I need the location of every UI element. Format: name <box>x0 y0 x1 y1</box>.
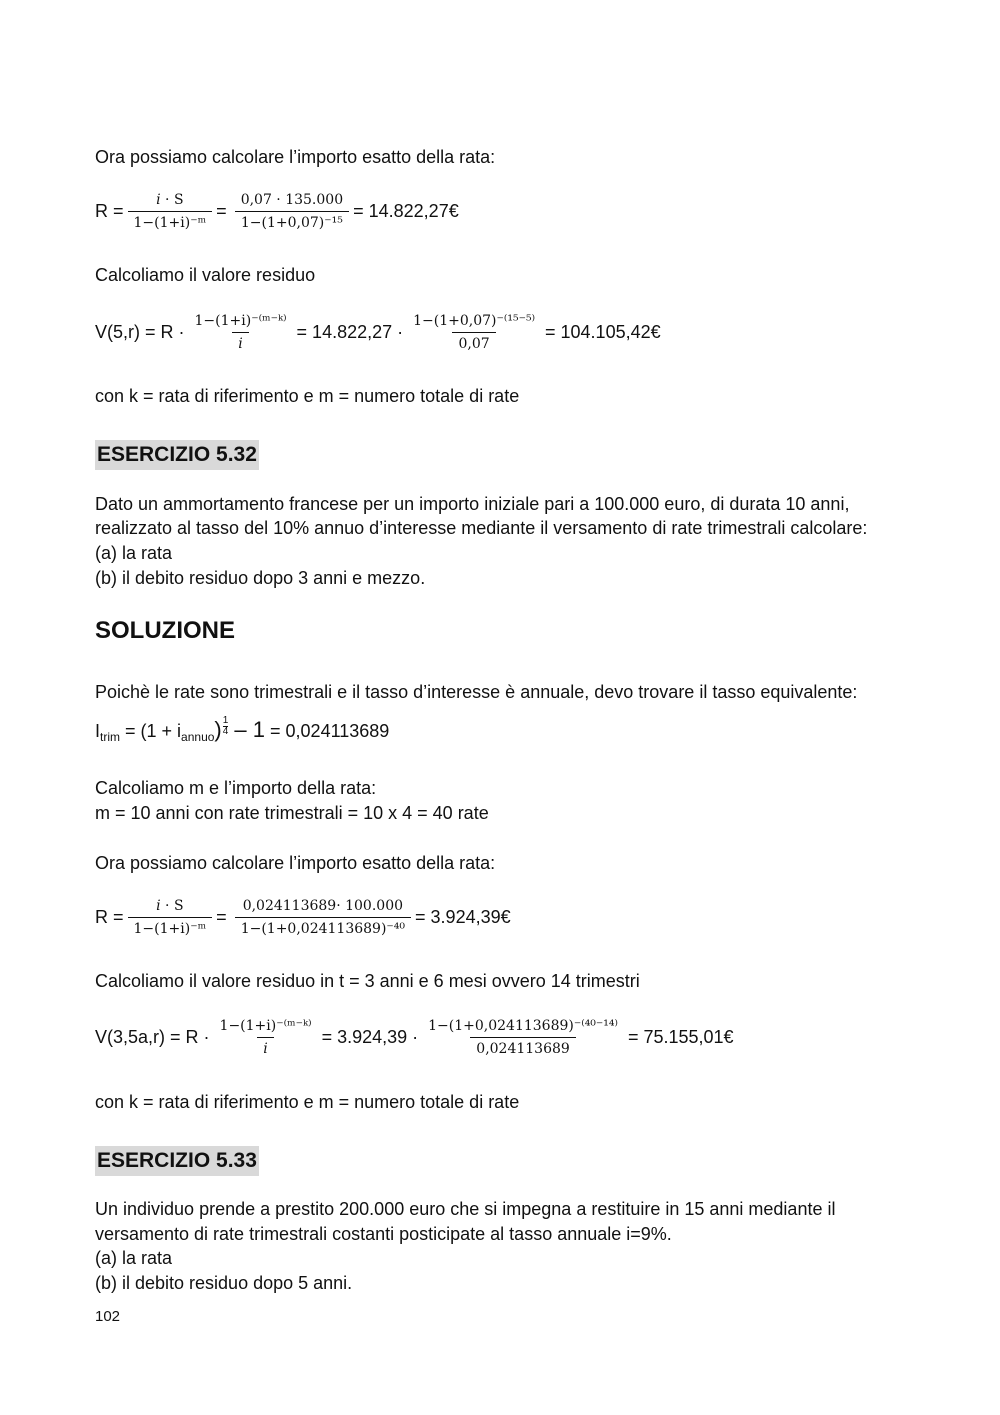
denominator: 1−(1+i)⁻ᵐ <box>128 211 213 231</box>
exponent-numerator: 1 <box>222 715 229 726</box>
denominator: 1−(1+0,024113689)⁻⁴⁰ <box>235 917 411 937</box>
formula-result: = 104.105,42€ <box>545 322 661 342</box>
numerator: 1−(1+i)⁻⁽ᵐ⁻ᵏ⁾ <box>194 313 287 329</box>
paragraph-line: versamento di rate trimestrali costanti posticipate al tasso annuale i=9%. <box>95 1224 672 1244</box>
fraction <box>128 192 213 231</box>
denominator: 0,024113689 <box>470 1037 576 1057</box>
denominator: 𝑖 <box>232 332 248 352</box>
formula-symbol: I <box>95 721 101 741</box>
formula-result: = 3.924,39€ <box>415 907 511 927</box>
exercise-heading: ESERCIZIO 5.32 <box>95 440 259 470</box>
formula-lhs: V(5,r) = R · <box>95 322 185 342</box>
formula-middle: = 14.822,27 · <box>296 322 404 342</box>
formula-part: – 1 <box>228 717 266 742</box>
paragraph: Ora possiamo calcolare l’importo esatto della rata: <box>95 853 496 873</box>
denominator: 1−(1+i)⁻ᵐ <box>128 917 213 937</box>
fraction <box>235 192 349 231</box>
paragraph-line: Un individuo prende a prestito 200.000 euro che si impegna a restituire in 15 anni mediante il <box>95 1199 836 1219</box>
fraction <box>422 1018 624 1057</box>
formula-lhs: R = <box>95 201 124 221</box>
fraction <box>189 313 293 352</box>
formula-part: = (1 + i <box>120 721 182 741</box>
numerator: 𝑖 · S <box>156 898 184 914</box>
formula-part: ) <box>214 717 222 742</box>
fraction <box>128 898 213 937</box>
paragraph: Calcoliamo il valore residuo in t = 3 anni e 6 mesi ovvero 14 trimestri <box>95 971 640 991</box>
formula-rata <box>95 192 459 231</box>
formula-rata <box>95 898 511 937</box>
numerator: 1−(1+0,024113689)⁻⁽⁴⁰⁻¹⁴⁾ <box>428 1018 618 1034</box>
equals-sign: = <box>216 907 227 927</box>
paragraph-line: Dato un ammortamento francese per un importo iniziale pari a 100.000 euro, di durata 10 anni, <box>95 494 850 514</box>
paragraph-line: (a) la rata <box>95 543 173 563</box>
fraction <box>235 898 411 937</box>
paragraph-line: (b) il debito residuo dopo 5 anni. <box>95 1273 353 1293</box>
formula-tasso-equivalente <box>95 716 389 749</box>
numerator: 1−(1+i)⁻⁽ᵐ⁻ᵏ⁾ <box>219 1018 312 1034</box>
exercise-heading: ESERCIZIO 5.33 <box>95 1146 259 1176</box>
subscript: annuo <box>181 730 215 744</box>
fraction <box>214 1018 318 1057</box>
paragraph: m = 10 anni con rate trimestrali = 10 x 4 = 40 rate <box>95 803 489 823</box>
paragraph: Calcoliamo m e l’importo della rata: <box>95 778 377 798</box>
paragraph: con k = rata di riferimento e m = numero totale di rate <box>95 1092 520 1112</box>
paragraph: Calcoliamo il valore residuo <box>95 265 316 285</box>
solution-heading: SOLUZIONE <box>95 617 236 644</box>
numerator: 𝑖 · S <box>156 192 184 208</box>
paragraph-line: (a) la rata <box>95 1248 173 1268</box>
formula-result: = 0,024113689 <box>265 721 390 741</box>
denominator: 1−(1+0,07)⁻¹⁵ <box>235 211 349 231</box>
numerator: 0,07 · 135.000 <box>240 192 344 208</box>
fraction <box>407 313 541 352</box>
equals-sign: = <box>216 201 227 221</box>
formula-result: = 14.822,27€ <box>353 201 459 221</box>
formula-valore-residuo <box>95 1018 734 1057</box>
denominator: 0,07 <box>452 332 495 352</box>
denominator: 𝑖 <box>257 1037 273 1057</box>
subscript: trim <box>100 730 121 744</box>
paragraph-line: (b) il debito residuo dopo 3 anni e mezzo. <box>95 568 426 588</box>
numerator: 0,024113689· 100.000 <box>242 898 404 914</box>
page-number: 102 <box>95 1308 121 1325</box>
paragraph: con k = rata di riferimento e m = numero totale di rate <box>95 386 520 406</box>
formula-valore-residuo <box>95 313 661 352</box>
formula-lhs: R = <box>95 907 124 927</box>
numerator: 1−(1+0,07)⁻⁽¹⁵⁻⁵⁾ <box>413 313 536 329</box>
paragraph-line: realizzato al tasso del 10% annuo d’interesse mediante il versamento di rate trimestrali calcolare: <box>95 518 868 538</box>
formula-middle: = 3.924,39 · <box>321 1027 419 1047</box>
exponent-denominator: 4 <box>222 726 229 737</box>
formula-result: = 75.155,01€ <box>627 1027 734 1047</box>
paragraph: Poichè le rate sono trimestrali e il tasso d’interesse è annuale, devo trovare il tasso equivalente: <box>95 682 858 702</box>
paragraph: Ora possiamo calcolare l’importo esatto della rata: <box>95 147 496 167</box>
formula-lhs: V(3,5a,r) = R · <box>95 1027 210 1047</box>
